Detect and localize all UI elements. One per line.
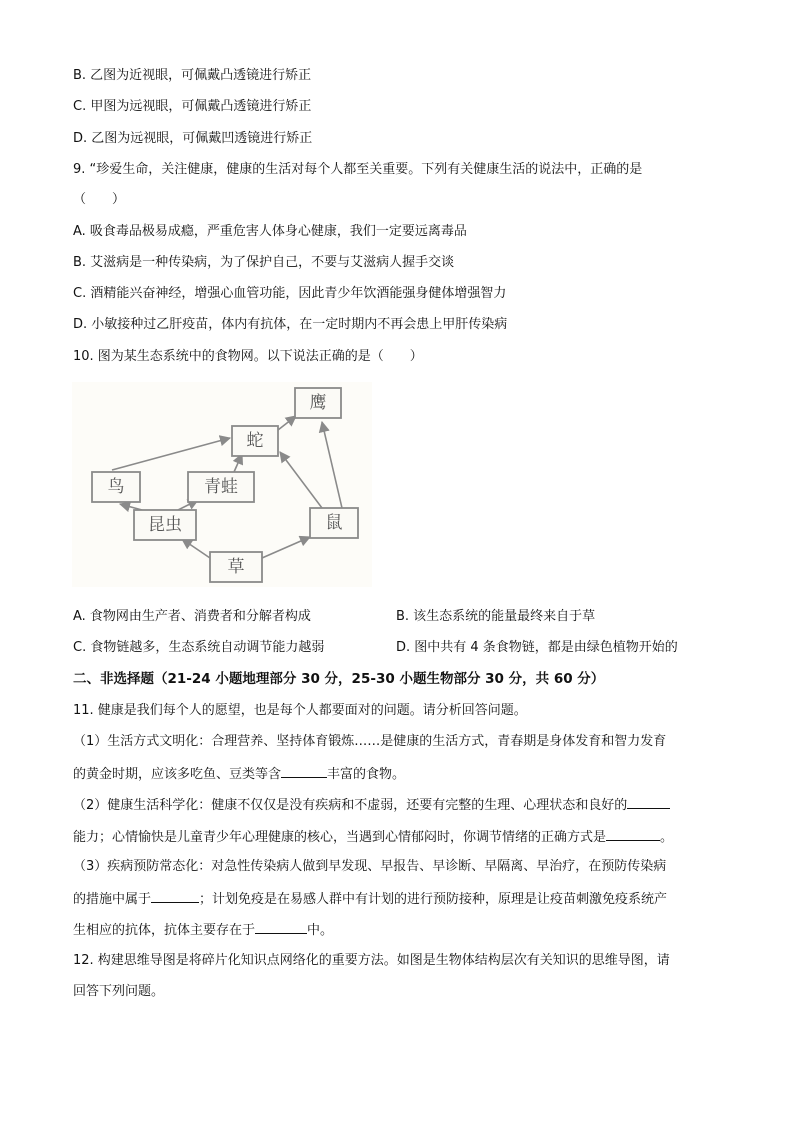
q11-2-answer-blank-1[interactable] xyxy=(627,794,670,809)
option-10b: B. 该生态系统的能量最终来自于草 xyxy=(396,609,596,624)
option-10d: D. 图中共有 4 条食物链，都是由绿色植物开始的 xyxy=(396,640,678,655)
node-grass-label: 草 xyxy=(227,557,245,577)
option-9b: B. 艾滋病是一种传染病，为了保护自己，不要与艾滋病人握手交谈 xyxy=(73,255,455,270)
q11-2-answer-blank-2[interactable] xyxy=(606,826,660,841)
question-12-stem-line2: 回答下列问题。 xyxy=(73,984,165,999)
question-9-paren: （ ） xyxy=(73,192,126,207)
section-2-heading: 二、非选择题（21-24 小题地理部分 30 分，25-30 小题生物部分 30 分，共 60 分） xyxy=(73,671,605,687)
question-9-stem: 9. “珍爱生命，关注健康，健康的生活对每个人都至关重要。下列有关健康生活的说法中，正确的是 xyxy=(73,162,643,177)
node-grass xyxy=(210,552,262,582)
option-10a: A. 食物网由生产者、消费者和分解者构成 xyxy=(73,609,311,624)
node-insect-label: 昆虫 xyxy=(148,515,182,535)
q11-2b-text-before: 能力；心情愉快是儿童青少年心理健康的核心，当遇到心情郁闷时，你调节情绪的正确方式是 xyxy=(73,830,607,845)
question-11-part3-line2 xyxy=(73,888,667,910)
option-8d: D. 乙图为远视眼，可佩戴凹透镜进行矫正 xyxy=(73,131,313,146)
node-snake-label: 蛇 xyxy=(246,431,264,451)
question-11-part2-line1 xyxy=(73,794,670,816)
q11-3c-text-after: 中。 xyxy=(307,923,334,938)
node-frog-label: 青蛙 xyxy=(204,477,238,497)
node-bird xyxy=(92,472,140,502)
option-9d: D. 小敏接种过乙肝疫苗，体内有抗体，在一定时期内不再会患上甲肝传染病 xyxy=(73,317,508,332)
q11-1-text-before: 的黄金时期，应该多吃鱼、豆类等含 xyxy=(73,767,282,782)
q11-3c-text-before: 生相应的抗体，抗体主要存在于 xyxy=(73,923,256,938)
q11-3-text-after: ；计划免疫是在易感人群中有计划的进行预防接种，原理是让疫苗刺激免疫系统产 xyxy=(199,892,668,907)
node-snake xyxy=(232,426,278,456)
node-eagle xyxy=(295,388,341,418)
question-11-stem: 11. 健康是我们每个人的愿望，也是每个人都要面对的问题。请分析回答问题。 xyxy=(73,703,527,718)
food-web-diagram xyxy=(72,382,372,587)
node-frog xyxy=(188,472,254,502)
q11-2-text-before: （2）健康生活科学化：健康不仅仅是没有疾病和不虚弱，还要有完整的生理、心理状态和良好的 xyxy=(73,798,628,813)
q11-3-text-before: 的措施中属于 xyxy=(73,892,152,907)
question-10-stem: 10. 图为某生态系统中的食物网。以下说法正确的是（ ） xyxy=(73,349,423,364)
question-12-stem-line1: 12. 构建思维导图是将碎片化知识点网络化的重要方法。如图是生物体结构层次有关知识的思维导图，请 xyxy=(73,953,670,968)
option-9c: C. 酒精能兴奋神经，增强心血管功能，因此青少年饮酒能强身健体增强智力 xyxy=(73,286,507,301)
q11-2b-text-after: 。 xyxy=(660,830,674,845)
option-9a: A. 吸食毒品极易成瘾，严重危害人体身心健康，我们一定要远离毒品 xyxy=(73,224,467,239)
option-10c: C. 食物链越多，生态系统自动调节能力越弱 xyxy=(73,640,325,655)
question-11-part1-line1: （1）生活方式文明化：合理营养、坚持体育锻炼……是健康的生活方式，青春期是身体发育和智力发育 xyxy=(73,734,667,749)
question-11-part2-line2 xyxy=(73,826,673,848)
node-mouse-label: 鼠 xyxy=(325,513,343,533)
question-11-part3-line3 xyxy=(73,919,333,941)
node-bird-label: 鸟 xyxy=(107,477,125,497)
question-11-part1-line2 xyxy=(73,763,405,785)
q11-1-answer-blank[interactable] xyxy=(281,763,327,778)
q11-3-answer-blank-1[interactable] xyxy=(151,888,199,903)
option-8b: B. 乙图为近视眼，可佩戴凸透镜进行矫正 xyxy=(73,68,312,83)
q11-1-text-after: 丰富的食物。 xyxy=(327,767,406,782)
option-8c: C. 甲图为远视眼，可佩戴凸透镜进行矫正 xyxy=(73,99,312,114)
node-mouse xyxy=(310,508,358,538)
node-insect xyxy=(134,510,196,540)
q11-3-answer-blank-2[interactable] xyxy=(255,919,307,934)
question-11-part3-line1: （3）疾病预防常态化：对急性传染病人做到早发现、早报告、早诊断、早隔离、早治疗，在预防传染病 xyxy=(73,859,667,874)
node-eagle-label: 鹰 xyxy=(309,393,327,413)
